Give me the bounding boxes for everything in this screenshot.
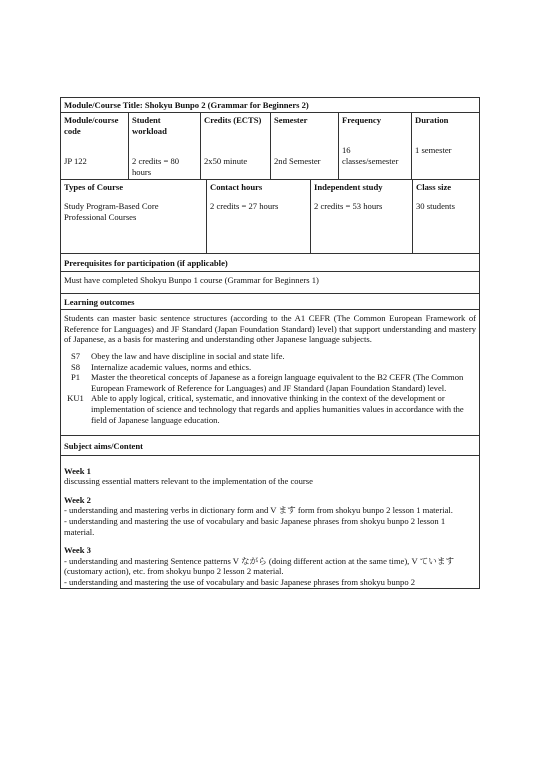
- outcomes-header-row: [61, 293, 479, 310]
- week-block: [64, 495, 476, 537]
- week-line: - understanding and mastering the use of vocabulary and basic Japanese phrases from shokyu bunpo 2: [64, 577, 416, 588]
- outcomes-list: [64, 351, 476, 425]
- value-independent-study: 2 credits = 53 hours: [310, 195, 412, 253]
- week-title: Week 3: [64, 545, 91, 556]
- value-contact-hours: 2 credits = 27 hours: [206, 195, 310, 253]
- week-title: Week 1: [64, 465, 91, 476]
- header-frequency: Frequency: [338, 113, 411, 138]
- header-semester: Semester: [270, 113, 338, 138]
- outcomes-heading: Learning outcomes: [64, 296, 135, 307]
- outcome-text: Obey the law and have discipline in social and state life.: [91, 350, 285, 361]
- week-title: Week 2: [64, 494, 91, 505]
- header-independent-study: Independent study: [310, 180, 412, 195]
- module-table: [60, 97, 480, 589]
- prereq-heading: Prerequisites for participation (if applicable): [64, 257, 228, 268]
- header-module-code: Module/course code: [64, 115, 119, 136]
- content-header-row: [61, 435, 479, 455]
- value-module-code: JP 122: [64, 156, 87, 167]
- content-heading: Subject aims/Content: [64, 441, 144, 452]
- outcome-text: Able to apply logical, critical, systematic, and innovative thinking in the context of the development or implementation of science and technology that regards and applies humanities values in accordance with the field of Japanese language education.: [91, 393, 464, 425]
- header-duration: Duration: [411, 113, 479, 138]
- type-value-row: [61, 195, 479, 253]
- value-student-workload: 2 credits = 80 hours: [128, 137, 200, 179]
- value-frequency: 16 classes/semester: [338, 137, 411, 179]
- value-class-size: 30 students: [412, 195, 479, 253]
- week-block: [64, 545, 476, 587]
- prereq-text: Must have completed Shokyu Bunpo 1 course (Grammar for Beginners 1): [64, 274, 319, 285]
- info-header-row: [61, 112, 479, 138]
- header-contact-hours: Contact hours: [206, 180, 310, 195]
- week-block: [64, 466, 476, 487]
- outcomes-intro: Students can master basic sentence structures (according to the A1 CEFR (The Common European Framework of Reference for Languages) and JF Standard (Japan Foundation Standard) level) that support understanding and mastery of Japanese, as a basis for mastering and understanding other Japanese language subjects.: [64, 313, 476, 345]
- value-duration: 1 semester: [411, 137, 479, 179]
- info-value-row: [61, 137, 479, 179]
- header-types-of-course: Types of Course: [64, 182, 124, 193]
- header-student-workload: Student workload: [128, 113, 200, 138]
- value-semester: 2nd Semester: [270, 137, 338, 179]
- outcome-code: S7: [70, 350, 81, 361]
- week-line: - understanding and mastering Sentence patterns V ながら (doing different action at the same time), V ています (customary action), etc. from shokyu bunpo 2 lesson 2 material.: [64, 555, 455, 577]
- outcome-item: [64, 393, 476, 425]
- outcome-item: [64, 372, 476, 393]
- outcomes-body: [61, 310, 479, 435]
- week-line: - understanding and mastering the use of vocabulary and basic Japanese phrases from shokyu bunpo 2 lesson 1 material.: [64, 516, 446, 537]
- week-line: - understanding and mastering verbs in dictionary form and V ます form from shokyu bunpo 2 lesson 1 material.: [64, 505, 453, 516]
- outcomes-body-row: [61, 309, 479, 435]
- outcome-item: [64, 362, 476, 373]
- header-credits: Credits (ECTS): [200, 113, 270, 138]
- outcome-code: P1: [70, 372, 81, 383]
- outcome-item: [64, 351, 476, 362]
- content-body-row: [61, 455, 479, 588]
- outcome-text: Master the theoretical concepts of Japanese as a foreign language equivalent to the B2 CEFR (The Common European Framework of Reference for Languages) and JF Standard (Japan Foundation Standard) level.: [91, 372, 464, 393]
- week-line: discussing essential matters relevant to the implementation of the course: [64, 476, 313, 487]
- prereq-text-row: [61, 271, 479, 293]
- type-header-row: [61, 179, 479, 195]
- prereq-header-row: [61, 253, 479, 271]
- outcome-code: S8: [70, 361, 81, 372]
- outcome-code: KU1: [67, 393, 84, 404]
- module-title: Module/Course Title: Shokyu Bunpo 2 (Grammar for Beginners 2): [64, 100, 309, 110]
- content-body: [61, 456, 479, 588]
- header-class-size: Class size: [412, 180, 479, 195]
- title-row: [61, 98, 479, 112]
- value-credits: 2x50 minute: [200, 137, 270, 179]
- value-types-of-course: Study Program-Based Core Professional Courses: [64, 200, 159, 222]
- outcome-text: Internalize academic values, norms and ethics.: [91, 361, 252, 372]
